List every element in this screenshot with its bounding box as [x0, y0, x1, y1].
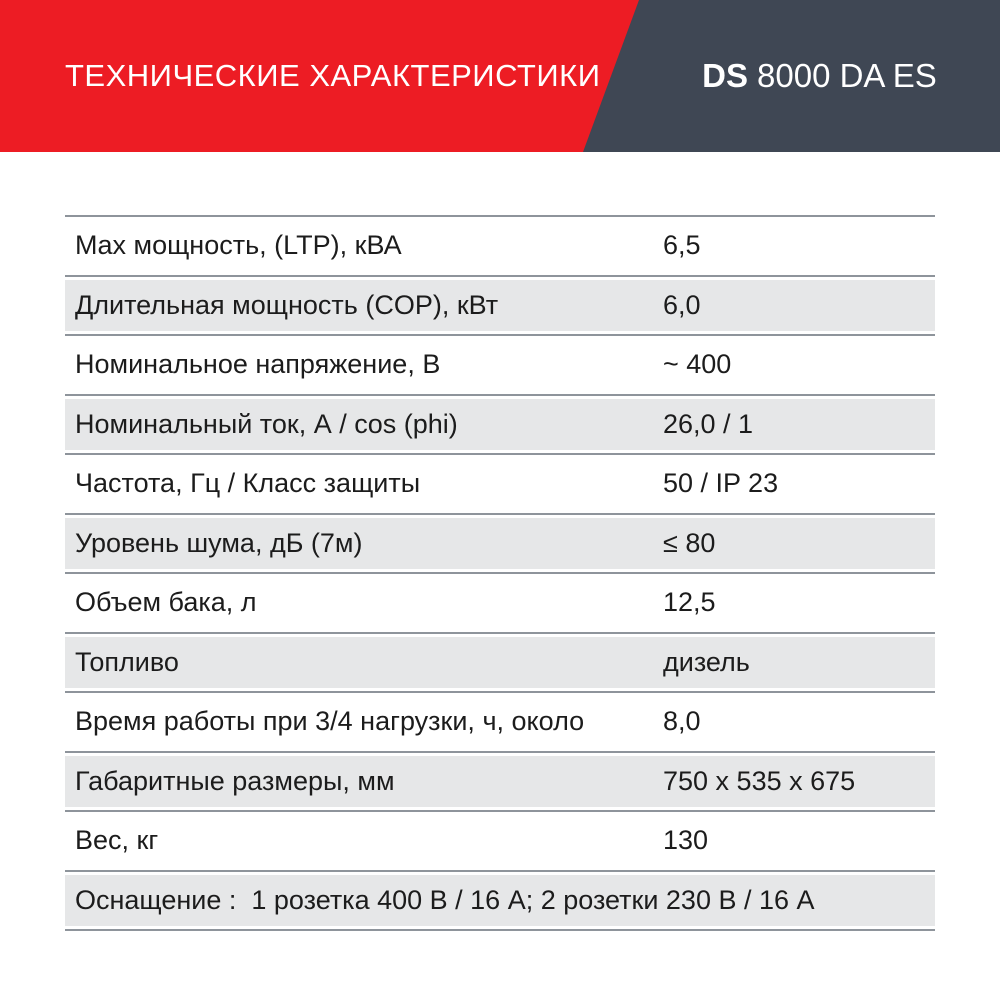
spec-label: Длительная мощность (COP), кВт: [75, 289, 499, 320]
spec-value: 130: [663, 825, 709, 856]
table-row: [65, 691, 935, 751]
table-row: [65, 215, 935, 275]
spec-label: Габаритные размеры, мм: [75, 765, 395, 796]
spec-table: [65, 215, 935, 931]
spec-value: 50 / IP 23: [663, 468, 779, 499]
spec-label: Вес, кг: [75, 825, 159, 856]
spec-label: Топливо: [75, 646, 179, 677]
spec-value: 6,0: [663, 289, 701, 320]
spec-value: 6,5: [663, 230, 701, 261]
model-series: DS: [702, 57, 749, 94]
spec-value: 750 x 535 x 675: [663, 765, 856, 796]
table-row: [65, 632, 935, 692]
spec-value: ~ 400: [663, 349, 732, 380]
spec-label: Объем бака, л: [75, 587, 257, 618]
spec-label: Частота, Гц / Класс защиты: [75, 468, 421, 499]
model-number: 8000 DA ES: [757, 57, 937, 94]
spec-label: Время работы при 3/4 нагрузки, ч, около: [75, 706, 585, 737]
spec-value: дизель: [663, 646, 750, 677]
table-row: [65, 453, 935, 513]
spec-label: Уровень шума, дБ (7м): [75, 527, 363, 558]
model-name: [639, 0, 1000, 152]
spec-value: 8,0: [663, 706, 701, 737]
spec-label: Номинальное напряжение, В: [75, 349, 441, 380]
spec-value: 26,0 / 1: [663, 408, 754, 439]
table-row: [65, 394, 935, 454]
spec-label: Max мощность, (LTP), кВА: [75, 230, 402, 261]
table-row: [65, 751, 935, 811]
spec-value: 12,5: [663, 587, 716, 618]
table-row: [65, 275, 935, 335]
page-title: ТЕХНИЧЕСКИЕ ХАРАКТЕРИСТИКИ: [65, 58, 601, 93]
table-row: [65, 572, 935, 632]
spec-label: Номинальный ток, А / cos (phi): [75, 408, 458, 439]
equipment-text: Оснащение : 1 розетка 400 В / 16 А; 2 розетки 230 В / 16 А: [75, 884, 815, 915]
table-row: [65, 513, 935, 573]
spec-value: ≤ 80: [663, 527, 716, 558]
header-banner: [0, 0, 1000, 152]
table-row: [65, 810, 935, 870]
table-row: [65, 334, 935, 394]
equipment-row: [65, 870, 935, 930]
